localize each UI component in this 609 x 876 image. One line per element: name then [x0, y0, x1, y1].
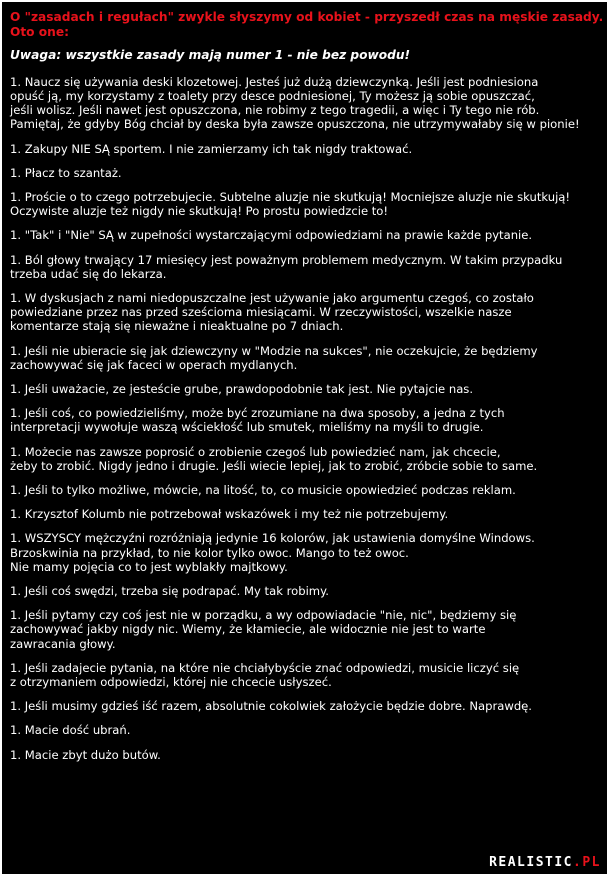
rule-item: 1. Jeśli pytamy czy coś jest nie w porządku, a wy odpowiadacie "nie, nic", będziemy się zachowywać jakby nigdy nic. Wiemy, że kłamiecie, ale widocznie nie jest to warte zawracania głowy.	[10, 608, 517, 651]
article-panel	[2, 2, 607, 874]
rule-item: 1. Jeśli to tylko możliwe, mówcie, na litość, to, co musicie opowiedzieć podczas reklam.	[10, 483, 516, 498]
rule-item: 1. Macie zbyt dużo butów.	[10, 747, 161, 762]
rule-item: 1. Ból głowy trwający 17 miesięcy jest poważnym problemem medycznym. W takim przypadku trzeba udać się do lekarza.	[10, 252, 563, 281]
watermark-domain: .PL	[573, 855, 601, 870]
rule-item: 1. Jeśli nie ubieracie się jak dziewczyny w "Modzie na sukces", nie oczekujcie, że będziemy zachowywać się jak faceci w operach mydlanych.	[10, 343, 538, 372]
rule-item: 1. Jeśli uważacie, ze jesteście grube, prawdopodobnie tak jest. Nie pytajcie nas.	[10, 382, 474, 397]
rule-item: 1. Płacz to szantaż.	[10, 165, 122, 180]
article-note: Uwaga: wszystkie zasady mają numer 1 - nie bez powodu!	[10, 48, 411, 63]
rule-item: 1. Macie dość ubrań.	[10, 723, 131, 738]
rule-item: 1. Proście o to czego potrzebujecie. Subtelne aluzje nie skutkują! Mocniejsze aluzje nie skutkują! Oczywiste aluzje też nigdy nie skutkują! Po prostu powiedzcie to!	[10, 190, 571, 219]
rule-item: 1. WSZYSCY mężczyźni rozróżniają jedynie 16 kolorów, jak ustawienia domyślne Windows. Brzoskwinia na przykład, to nie kolor tylko owoc. Mango to też owoc. Nie mamy pojęcia co to jest wyblakły majtkowy.	[10, 531, 535, 574]
rule-item: 1. Jeśli musimy gdzieś iść razem, absolutnie cokolwiek założycie będzie dobre. Naprawdę.	[10, 699, 532, 714]
rule-item: 1. Możecie nas zawsze poprosić o zrobienie czegoś lub powiedzieć nam, jak chcecie, żeby to zrobić. Nigdy jedno i drugie. Jeśli wiecie lepiej, jak to zrobić, zróbcie sobie to same.	[10, 444, 538, 473]
rules-list	[10, 75, 606, 762]
rule-item: 1. "Tak" i "Nie" SĄ w zupełności wystarczającymi odpowiedziami na prawie każde pytanie.	[10, 228, 533, 243]
rule-item: 1. Jeśli coś, co powiedzieliśmy, może być zrozumiane na dwa sposoby, a jedna z tych interpretacji wywołuje waszą wściekłość lub smutek, mieliśmy na myśli to drugie.	[10, 406, 505, 435]
rule-item: 1. Naucz się używania deski klozetowej. Jesteś już dużą dziewczynką. Jeśli jest podniesiona opuść ją, my korzystamy z toalety przy desce podniesionej, Ty możesz ją sobie opuszczać, jeśli wolisz. Jeśli nawet jest opuszczona, nie robimy z tego tragedii, a więc i Ty tego nie rób. Pamiętaj, że gdyby Bóg chciał by deska była zawsze opuszczona, nie utrzymywałaby się w pionie!	[10, 74, 580, 132]
rule-item: 1. Krzysztof Kolumb nie potrzebował wskazówek i my też nie potrzebujemy.	[10, 507, 449, 522]
article-content	[10, 10, 606, 772]
rule-item: 1. Jeśli coś swędzi, trzeba się podrapać. My tak robimy.	[10, 584, 329, 599]
watermark-text: REALISTIC	[489, 855, 574, 870]
rule-item: 1. W dyskusjach z nami niedopuszczalne jest używanie jako argumentu czegoś, co zostało powiedziane przez nas przed sześcioma miesiącami. W rzeczywistości, wszelkie nasze komentarze stają się nieważne i nieaktualne po 7 dniach.	[10, 291, 534, 334]
rule-item: 1. Jeśli zadajecie pytania, na które nie chciałybyście znać odpowiedzi, musicie liczyć się z otrzymaniem odpowiedzi, której nie chcecie usłyszeć.	[10, 660, 520, 690]
rule-item: 1. Zakupy NIE SĄ sportem. I nie zamierzamy ich tak nigdy traktować.	[10, 141, 413, 156]
realistic-watermark	[489, 855, 601, 870]
article-title: O "zasadach i regułach" zwykle słyszymy od kobiet - przyszedł czas na męskie zasady. Oto one:	[10, 10, 604, 39]
